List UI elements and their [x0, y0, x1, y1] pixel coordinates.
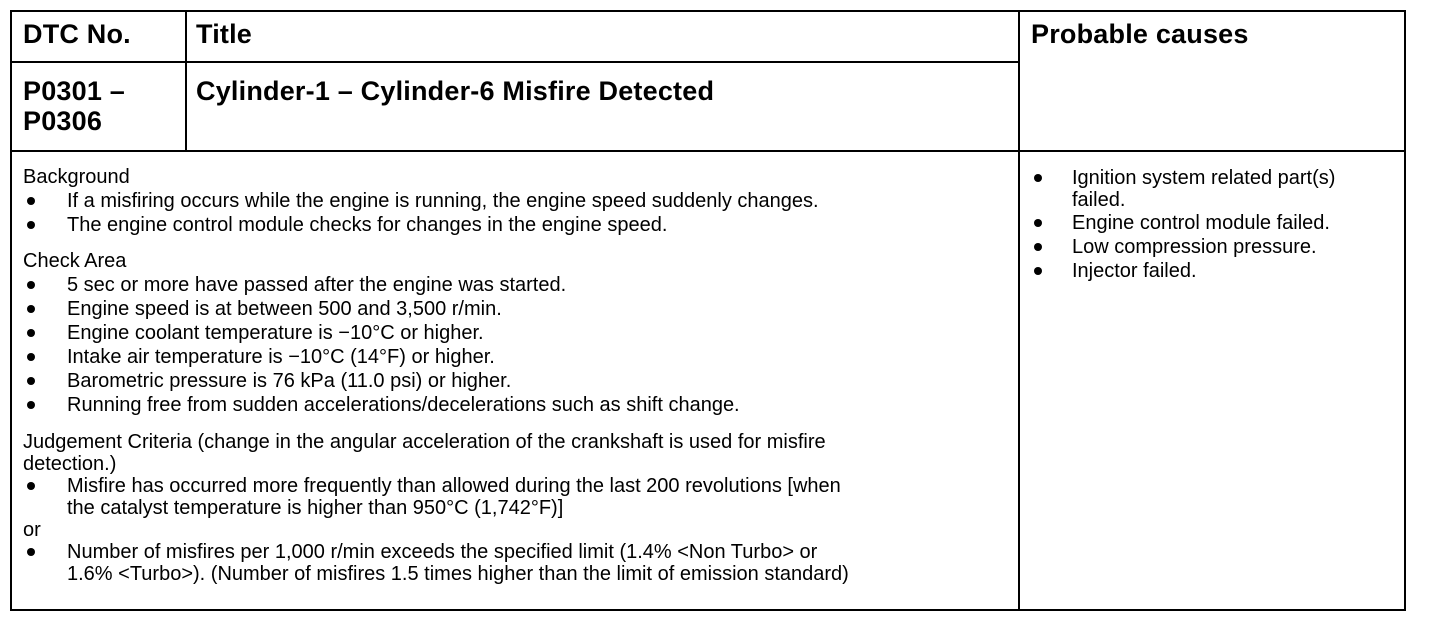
bullet-icon	[1034, 243, 1042, 251]
judgement-item: Misfire has occurred more frequently than allowed during the last 200 revolutions [when the catalyst temperature is higher than 950°C (1,742°F)]	[23, 475, 849, 519]
cause-item: Injector failed.	[1030, 259, 1335, 283]
bullet-icon	[27, 377, 35, 385]
divider-dtc-title	[185, 10, 187, 151]
check-area-section	[23, 249, 740, 417]
header-dtc-no: DTC No.	[23, 19, 131, 49]
header-title: Title	[196, 19, 253, 49]
check-area-item: Engine coolant temperature is −10°C or higher.	[23, 321, 740, 345]
divider-causes	[1018, 10, 1020, 611]
dtc-title: Cylinder-1 – Cylinder-6 Misfire Detected	[196, 76, 715, 106]
bullet-icon	[1034, 219, 1042, 227]
divider-body-row	[10, 150, 1406, 152]
judgement-item: Number of misfires per 1,000 r/min exceeds the specified limit (1.4% <Non Turbo> or 1.6% <Turbo>). (Number of misfires 1.5 times higher than the limit of emission standard)	[23, 541, 849, 585]
cause-item: Low compression pressure.	[1030, 235, 1335, 259]
dtc-code-line-1: P0301 –	[23, 76, 125, 106]
bullet-icon	[27, 305, 35, 313]
bullet-icon	[27, 353, 35, 361]
bullet-icon	[1034, 267, 1042, 275]
judgement-heading-line-1: Judgement Criteria (change in the angular acceleration of the crankshaft is used for misfire	[23, 431, 826, 453]
bullet-icon	[27, 281, 35, 289]
check-area-item: Barometric pressure is 76 kPa (11.0 psi) or higher.	[23, 369, 740, 393]
background-section	[23, 165, 819, 237]
bullet-icon	[27, 548, 35, 556]
background-item: If a misfiring occurs while the engine is running, the engine speed suddenly changes.	[23, 189, 819, 213]
bullet-icon	[27, 221, 35, 229]
judgement-heading-line-2: detection.)	[23, 453, 117, 475]
check-area-heading: Check Area	[23, 250, 127, 272]
divider-header-row	[10, 61, 1020, 63]
bullet-icon	[27, 482, 35, 490]
check-area-item: 5 sec or more have passed after the engine was started.	[23, 273, 740, 297]
bullet-icon	[1034, 174, 1042, 182]
bullet-icon	[27, 401, 35, 409]
background-heading: Background	[23, 166, 130, 188]
judgement-or: or	[23, 519, 41, 541]
header-probable-causes: Probable causes	[1031, 19, 1249, 49]
probable-causes-list	[1030, 167, 1335, 283]
background-item: The engine control module checks for changes in the engine speed.	[23, 213, 819, 237]
cause-item: Engine control module failed.	[1030, 211, 1335, 235]
judgement-section	[23, 431, 849, 585]
cause-item: Ignition system related part(s) failed.	[1030, 167, 1335, 211]
check-area-item: Engine speed is at between 500 and 3,500 r/min.	[23, 297, 740, 321]
dtc-code-line-2: P0306	[23, 106, 103, 136]
bullet-icon	[27, 329, 35, 337]
check-area-item: Running free from sudden accelerations/decelerations such as shift change.	[23, 393, 740, 417]
bullet-icon	[27, 197, 35, 205]
check-area-item: Intake air temperature is −10°C (14°F) or higher.	[23, 345, 740, 369]
